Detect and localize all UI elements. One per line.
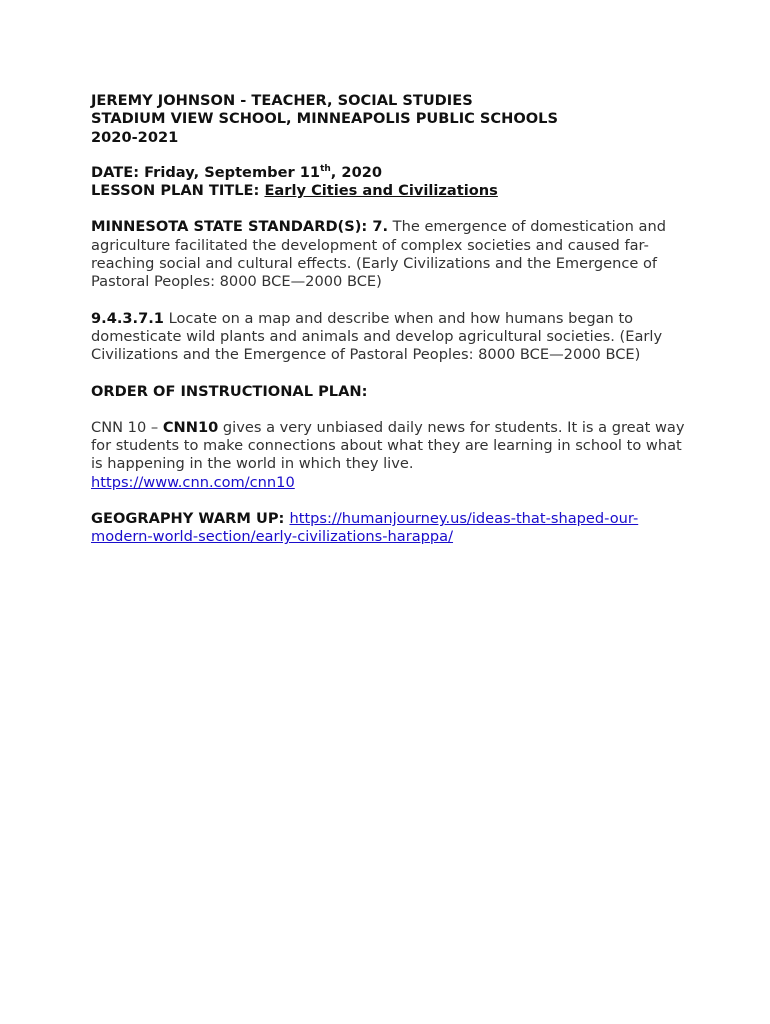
geography-label: GEOGRAPHY WARM UP:	[91, 510, 290, 528]
cnn-text: gives a very unbiased daily news for students. It is a great way for students to make connections about what they are learning in school to what is happening in the world in which they live.	[91, 418, 685, 473]
date-day: Friday, September 11	[144, 163, 321, 181]
geography-link[interactable]: https://humanjourney.us/ideas-that-shaped-our-modern-world-section/early-civilizations-harappa/	[91, 510, 639, 546]
lesson-label: LESSON PLAN TITLE:	[91, 182, 265, 200]
document-page	[91, 92, 691, 547]
cnn-name: CNN10	[162, 418, 219, 436]
standard-label: MINNESOTA STATE STANDARD(S): 7.	[91, 218, 389, 236]
order-heading: ORDER OF INSTRUCTIONAL PLAN:	[91, 382, 368, 400]
teacher-line: JEREMY JOHNSON - TEACHER, SOCIAL STUDIES	[91, 92, 473, 109]
lesson-title-line	[91, 182, 691, 200]
cnn-link[interactable]: https://www.cnn.com/cnn10	[91, 473, 295, 491]
cnn-prefix: CNN 10 –	[91, 418, 163, 436]
date-year: , 2020	[330, 163, 383, 181]
date-line	[91, 164, 691, 182]
standard-text: The emergence of domestication and agriculture facilitated the development of complex societies and caused far-reaching social and cultural effects. (Early Civilizations and the Emergence of Pastoral Peoples: 8000 BCE—2000 BCE)	[91, 218, 666, 291]
state-standard-paragraph	[91, 218, 691, 291]
benchmark-code: 9.4.3.7.1	[91, 309, 164, 327]
date-suffix: th	[320, 163, 331, 174]
cnn-paragraph	[91, 419, 691, 492]
benchmark-paragraph	[91, 310, 691, 365]
geography-paragraph	[91, 510, 691, 547]
lesson-title: Early Cities and Civilizations	[264, 182, 498, 200]
date-label: DATE:	[91, 163, 145, 181]
benchmark-text: Locate on a map and describe when and how humans began to domesticate wild plants and animals and develop agricultural societies. (Early Civilizations and the Emergence of Pastoral Peoples: 8000 BCE—2000 BCE)	[91, 309, 663, 364]
header-block	[91, 92, 691, 147]
school-line: STADIUM VIEW SCHOOL, MINNEAPOLIS PUBLIC SCHOOLS	[91, 110, 558, 128]
school-year-line: 2020-2021	[91, 128, 179, 146]
date-lesson-block	[91, 164, 691, 201]
